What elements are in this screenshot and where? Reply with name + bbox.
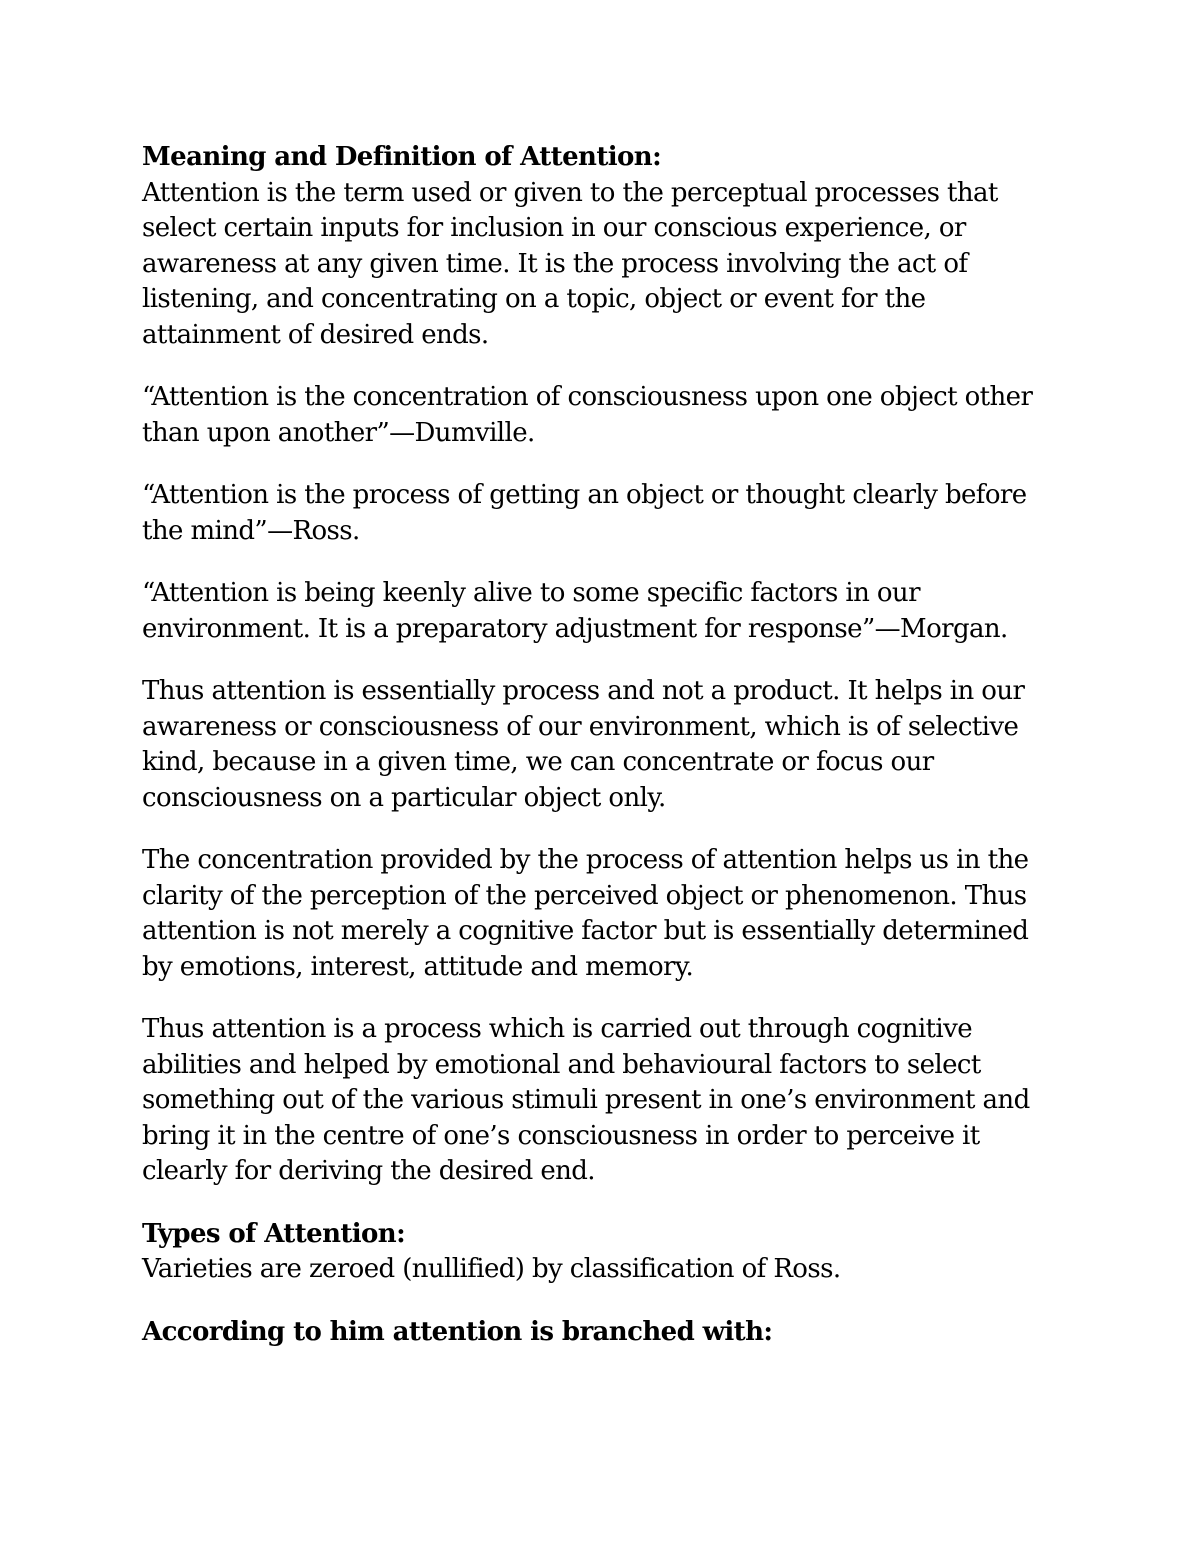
paragraph-line: listening, and concentrating on a topic, object or event for the [142, 284, 926, 314]
paragraph-line: awareness or consciousness of our environment, which is of selective [142, 711, 1019, 742]
paragraph-line: “Attention is the concentration of consciousness upon one object other [142, 382, 1033, 412]
paragraph-definition [142, 176, 1067, 354]
paragraph-process [142, 674, 1067, 816]
paragraph-line: “Attention is being keenly alive to some specific factors in our [142, 578, 920, 608]
paragraph-line: Thus attention is essentially process and not a product. It helps in our [142, 676, 1025, 706]
paragraph-line: environment. It is a preparatory adjustment for response”—Morgan. [142, 613, 1008, 644]
quote-ross [142, 478, 1067, 549]
paragraph-line: consciousness on a particular object only. [142, 782, 666, 813]
paragraph-line: Varieties are zeroed (nullified) by classification of Ross. [142, 1254, 841, 1284]
paragraph-line: Thus attention is a process which is carried out through cognitive [142, 1014, 972, 1044]
paragraph-line: select certain inputs for inclusion in our conscious experience, or [142, 213, 966, 243]
paragraph-varieties [142, 1252, 1067, 1288]
paragraph-line: kind, because in a given time, we can concentrate or focus our [142, 747, 934, 777]
document-page [142, 140, 1067, 1350]
quote-morgan [142, 576, 1067, 647]
heading-types-of-attention: Types of Attention: [142, 1218, 406, 1249]
paragraph-line: awareness at any given time. It is the process involving the act of [142, 248, 968, 279]
paragraph-line: something out of the various stimuli present in one’s environment and [142, 1085, 1030, 1115]
quote-dumville [142, 380, 1067, 451]
paragraph-line: attention is not merely a cognitive factor but is essentially determined [142, 916, 1029, 946]
heading-branched-with: According to him attention is branched with: [142, 1316, 773, 1347]
paragraph-summary [142, 1012, 1067, 1190]
paragraph-line: bring it in the centre of one’s consciousness in order to perceive it [142, 1120, 980, 1151]
paragraph-line: clearly for deriving the desired end. [142, 1156, 595, 1186]
paragraph-concentration [142, 843, 1067, 985]
paragraph-line: the mind”—Ross. [142, 515, 360, 546]
paragraph-line: Attention is the term used or given to the perceptual processes that [142, 177, 998, 208]
paragraph-line: “Attention is the process of getting an object or thought clearly before [142, 480, 1027, 510]
heading-meaning-definition: Meaning and Definition of Attention: [142, 142, 662, 172]
paragraph-line: abilities and helped by emotional and behavioural factors to select [142, 1049, 981, 1080]
paragraph-line: than upon another”—Dumville. [142, 417, 535, 448]
paragraph-line: clarity of the perception of the perceived object or phenomenon. Thus [142, 880, 1027, 911]
paragraph-line: The concentration provided by the process of attention helps us in the [142, 845, 1029, 875]
paragraph-line: by emotions, interest, attitude and memory. [142, 951, 694, 982]
paragraph-line: attainment of desired ends. [142, 319, 489, 350]
